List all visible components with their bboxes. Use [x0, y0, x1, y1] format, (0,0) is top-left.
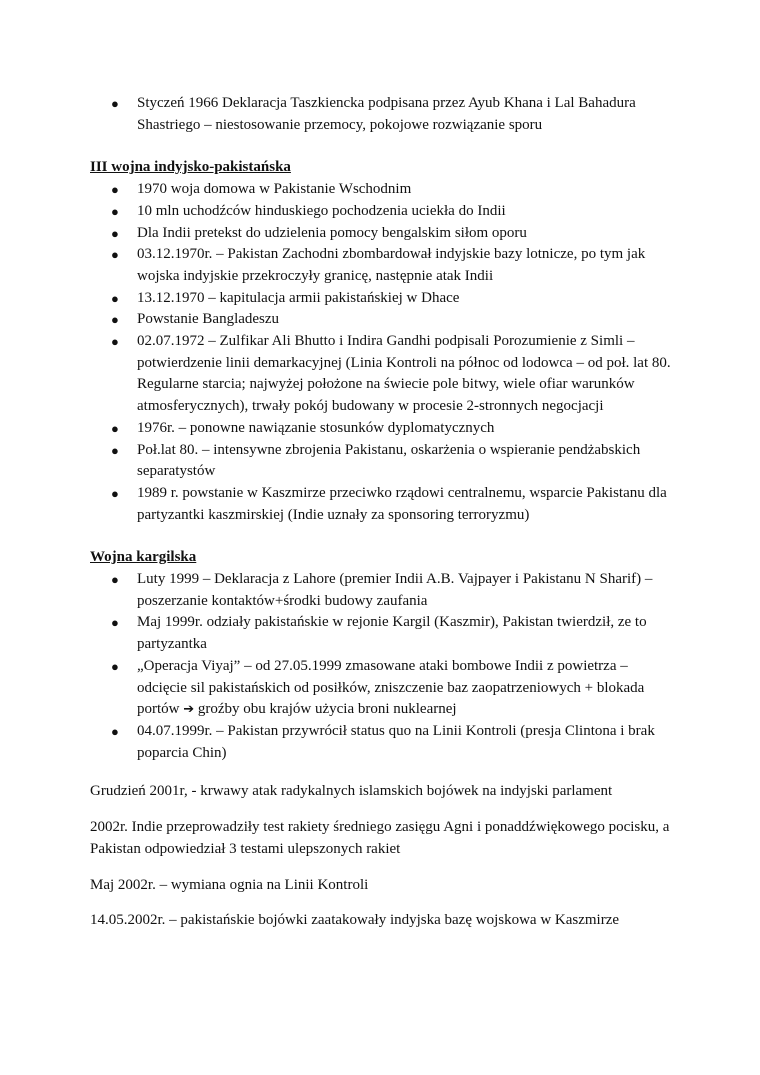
list-item: ● Dla Indii pretekst do udzielenia pomocy bengalskim siłom oporu — [90, 223, 680, 245]
bullet-icon: ● — [111, 203, 119, 219]
intro-list — [90, 93, 680, 136]
bullet-icon: ● — [111, 334, 119, 350]
list-item: ● Luty 1999 – Deklaracja z Lahore (premier Indii A.B. Vajpayer i Pakistanu N Sharif) – poszerzanie kontaktów+środki budowy zaufania — [111, 571, 653, 609]
list-item: ● 04.07.1999r. – Pakistan przywrócił status quo na Linii Kontroli (presja Clintona i brak poparcia Chin) — [111, 722, 655, 761]
section-iii-list — [90, 179, 680, 526]
list-item: ● „Operacja Viyaj” – od 27.05.1999 zmasowane ataki bombowe Indii z powietrza – odcięcie sil pakistańskich od posiłków, zniszczenie baz zaopatrzeniowych + blokada portów ➔ groźby obu krajów użycia broni nuklearnej — [111, 657, 645, 718]
bullet-icon: ● — [111, 247, 119, 263]
paragraph: Grudzień 2001r, - krwawy atak radykalnych islamskich bojówek na indyjski parlament — [90, 783, 613, 800]
list-item: ● Poł.lat 80. – intensywne zbrojenia Pakistanu, oskarżenia o wspieranie pendżabskich separatystów — [111, 441, 641, 480]
document-body — [90, 93, 680, 932]
kargil-list — [90, 569, 680, 764]
bullet-icon: ● — [111, 182, 119, 198]
bullet-icon: ● — [111, 658, 119, 674]
list-item: ● 1970 woja domowa w Pakistanie Wschodnim — [90, 179, 680, 201]
list-item: ● Powstanie Bangladeszu — [90, 309, 680, 331]
list-item: ● Styczeń 1966 Deklaracja Taszkiencka podpisana przez Ayub Khana i Lal Bahadura Shastriego – niestosowanie przemocy, pokojowe rozwiązanie sporu — [111, 95, 636, 133]
section-heading-iii-war: III wojna indyjsko-pakistańska — [90, 159, 291, 176]
right-arrow-icon: ➔ — [183, 702, 195, 718]
list-item: ● 1989 r. powstanie w Kaszmirze przeciwko rządowi centralnemu, wsparcie Pakistanu dla partyzantki kaszmirskiej (Indie uznały za sponsoring terroryzmu) — [111, 484, 667, 523]
paragraph: Maj 2002r. – wymiana ognia na Linii Kontroli — [90, 876, 369, 893]
bullet-icon: ● — [111, 615, 119, 631]
bullet-icon: ● — [111, 572, 119, 588]
bullet-icon: ● — [111, 290, 119, 306]
section-heading-kargil-war: Wojna kargilska — [90, 549, 197, 566]
list-item: ● 10 mln uchodźców hinduskiego pochodzenia uciekła do Indii — [90, 201, 680, 223]
bullet-icon: ● — [111, 225, 119, 241]
list-item: ● Maj 1999r. odziały pakistańskie w rejonie Kargil (Kaszmir), Pakistan twierdził, ze to partyzantka — [111, 614, 647, 653]
bullet-icon: ● — [111, 723, 119, 739]
list-item: ● 1976r. – ponowne nawiązanie stosunków dyplomatycznych — [90, 418, 680, 440]
bullet-icon: ● — [111, 96, 119, 111]
bullet-icon: ● — [111, 420, 119, 436]
bullet-icon: ● — [111, 442, 119, 458]
bullet-icon: ● — [111, 485, 119, 501]
bullet-icon: ● — [111, 312, 119, 328]
list-item: ● 02.07.1972 – Zulfikar Ali Bhutto i Indira Gandhi podpisali Porozumienie z Simli – potwierdzenie linii demarkacyjnej (Linia Kontroli na północ od lodowca – od poł. lat 80. Regularne starcia; najwyżej położone na świecie pole bitwy, wiele ofiar warunków atmosferycznych), trwały pokój budowany w procesie 2-stronnych negocjacji — [111, 333, 671, 415]
paragraph: 14.05.2002r. – pakistańskie bojówki zaatakowały indyjska bazę wojskowa w Kaszmirze — [90, 912, 620, 929]
paragraph: 2002r. Indie przeprowadziły test rakiety średniego zasięgu Agni i ponaddźwiękowego pocisku, a Pakistan odpowiedział 3 testami ulepszonych rakiet — [90, 819, 670, 857]
list-item: ● 03.12.1970r. – Pakistan Zachodni zbombardował indyjskie bazy lotnicze, po tym jak wojska indyjskie przekroczyły granicę, następnie atak Indii — [111, 246, 646, 284]
list-item: ● 13.12.1970 – kapitulacja armii pakistańskiej w Dhace — [90, 288, 680, 310]
